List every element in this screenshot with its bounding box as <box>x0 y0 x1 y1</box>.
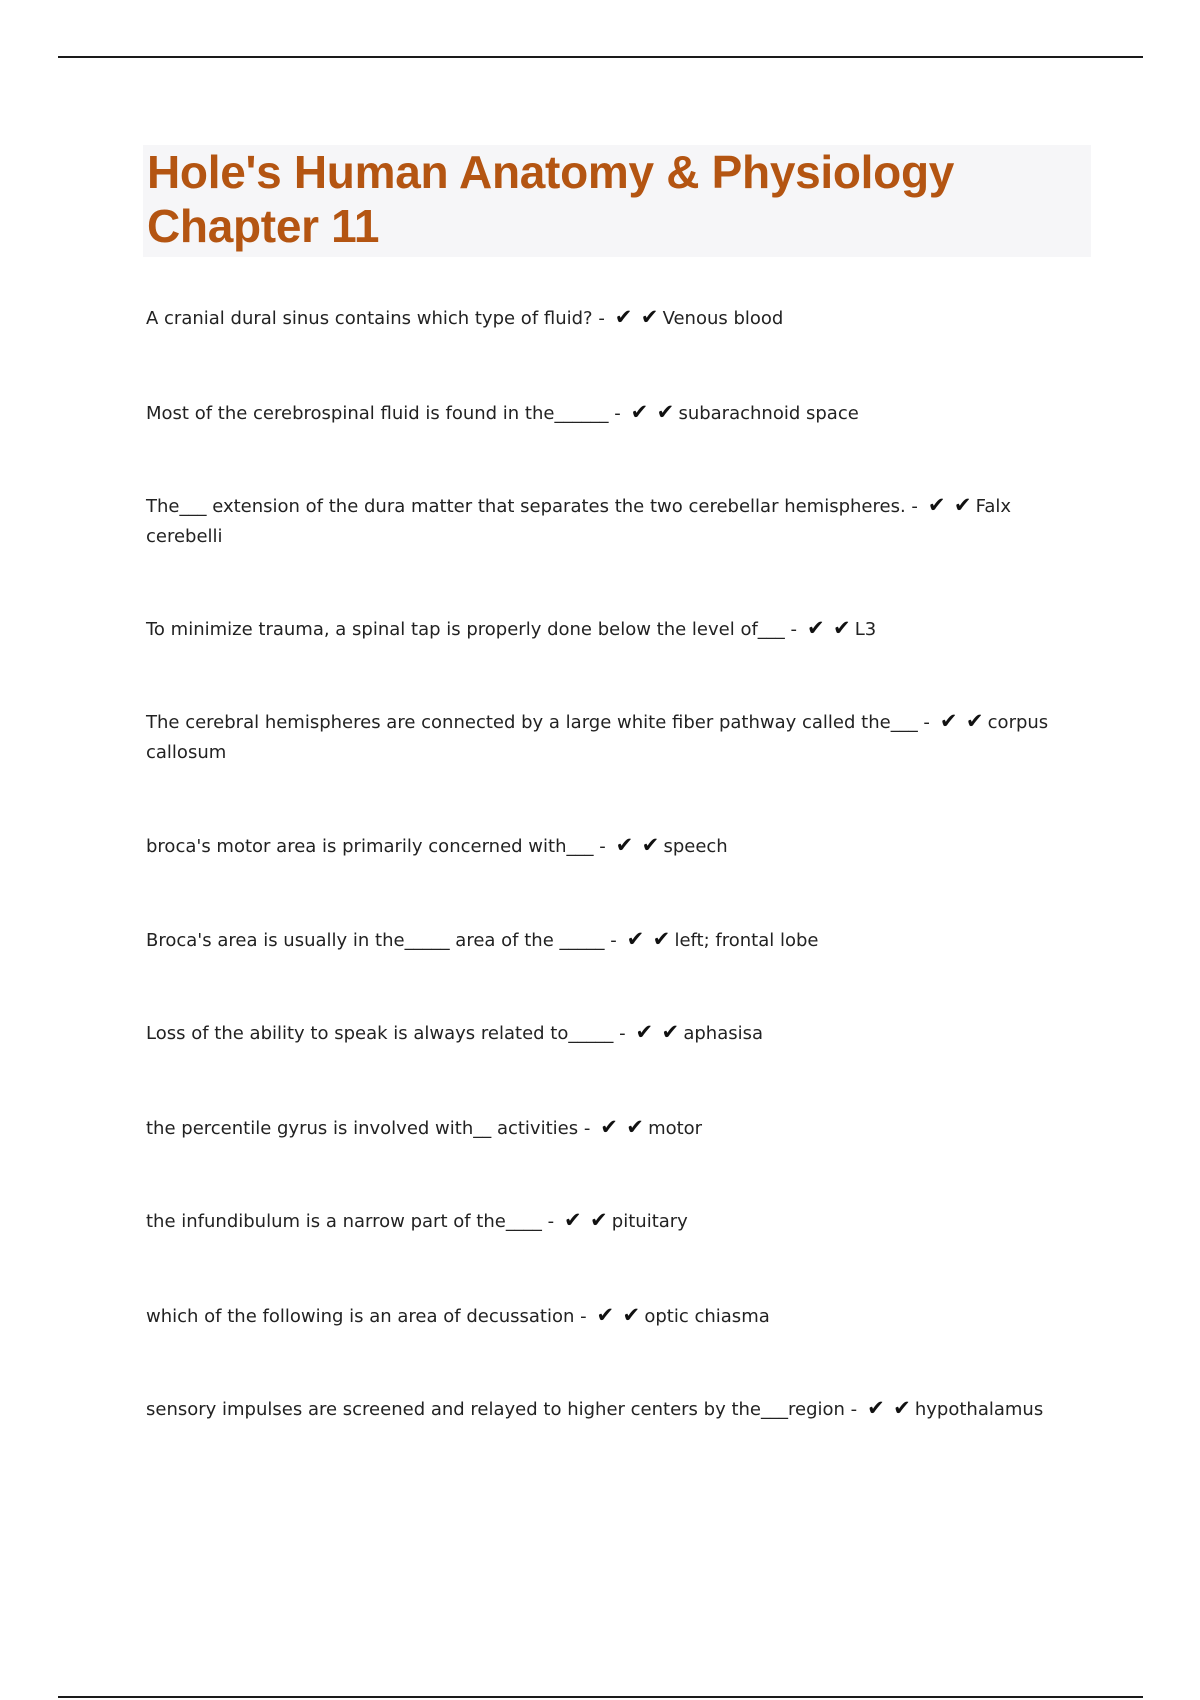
qa-item <box>146 302 1076 334</box>
check-icon: ✔ <box>953 493 972 517</box>
question-text: To minimize trauma, a spinal tap is properly done below the level of___ <box>146 619 785 640</box>
qa-item <box>146 397 1076 429</box>
separator: - <box>574 1306 593 1327</box>
answer-text: Falx cerebelli <box>146 496 1012 547</box>
question-text: the infundibulum is a narrow part of the____ <box>146 1211 542 1232</box>
question-text: A cranial dural sinus contains which type of fluid? <box>146 308 593 329</box>
answer-text: corpus callosum <box>146 712 1049 763</box>
qa-item <box>146 924 1076 956</box>
check-icon: ✔ <box>614 305 633 329</box>
answer-text: left; frontal lobe <box>674 930 819 951</box>
check-icon: ✔ <box>867 1396 885 1420</box>
question-text: which of the following is an area of decussation <box>146 1306 575 1327</box>
separator: - <box>844 1399 863 1420</box>
question-text: Loss of the ability to speak is always related to_____ <box>146 1023 614 1044</box>
check-icon: ✔ <box>893 1396 911 1420</box>
question-text: Most of the cerebrospinal fluid is found in the______ <box>146 403 609 424</box>
question-text: The cerebral hemispheres are connected by a large white fiber pathway called the___ <box>146 712 918 733</box>
question-text: Broca's area is usually in the_____ area of the _____ <box>146 930 605 951</box>
check-icon: ✔ <box>626 1115 644 1139</box>
check-icon: ✔ <box>652 927 671 951</box>
separator: - <box>593 836 612 857</box>
separator: - <box>604 930 623 951</box>
check-icon: ✔ <box>806 616 825 640</box>
header-rule <box>58 56 1143 58</box>
check-icon: ✔ <box>622 1303 641 1327</box>
question-text: broca's motor area is primarily concerned with___ <box>146 836 594 857</box>
separator: - <box>905 496 924 517</box>
separator: - <box>608 403 627 424</box>
answer-text: speech <box>663 836 728 857</box>
answer-text: Venous blood <box>662 308 784 329</box>
check-icon: ✔ <box>641 833 660 857</box>
check-icon: ✔ <box>630 400 649 424</box>
answer-text: pituitary <box>611 1211 688 1232</box>
footer-rule <box>58 1696 1143 1698</box>
qa-item <box>146 1112 1076 1144</box>
check-icon: ✔ <box>927 493 946 517</box>
qa-item <box>146 1205 1076 1237</box>
answer-text: aphasisa <box>683 1023 764 1044</box>
separator: - <box>784 619 803 640</box>
check-icon: ✔ <box>589 1208 608 1232</box>
title-block <box>143 145 1091 257</box>
check-icon: ✔ <box>832 616 851 640</box>
separator: - <box>592 308 611 329</box>
qa-item <box>146 706 1076 768</box>
check-icon: ✔ <box>626 927 645 951</box>
qa-item <box>146 490 1076 552</box>
question-text: The___ extension of the dura matter that separates the two cerebellar hemispheres. <box>146 496 906 517</box>
separator: - <box>578 1118 597 1139</box>
qa-item <box>146 830 1076 862</box>
check-icon: ✔ <box>661 1020 680 1044</box>
answer-text: subarachnoid space <box>678 403 859 424</box>
check-icon: ✔ <box>656 400 675 424</box>
title-line-2: Chapter 11 <box>147 200 380 252</box>
answer-text: optic chiasma <box>644 1306 770 1327</box>
check-icon: ✔ <box>563 1208 582 1232</box>
check-icon: ✔ <box>939 709 958 733</box>
answer-text: L3 <box>854 619 877 640</box>
separator: - <box>613 1023 632 1044</box>
document-title <box>143 145 1091 253</box>
check-icon: ✔ <box>615 833 634 857</box>
check-icon: ✔ <box>640 305 659 329</box>
title-line-1: Hole's Human Anatomy & Physiology <box>147 146 955 198</box>
answer-text: hypothalamus <box>914 1399 1044 1420</box>
check-icon: ✔ <box>965 709 984 733</box>
answer-text: motor <box>648 1118 703 1139</box>
question-text: sensory impulses are screened and relayed to higher centers by the___region <box>146 1399 845 1420</box>
separator: - <box>917 712 936 733</box>
qa-item <box>146 1393 1076 1425</box>
qa-item <box>146 1017 1076 1049</box>
check-icon: ✔ <box>635 1020 654 1044</box>
check-icon: ✔ <box>600 1115 618 1139</box>
separator: - <box>541 1211 560 1232</box>
qa-item <box>146 1300 1076 1332</box>
qa-item <box>146 613 1076 645</box>
check-icon: ✔ <box>596 1303 615 1327</box>
question-text: the percentile gyrus is involved with__ activities <box>146 1118 579 1139</box>
